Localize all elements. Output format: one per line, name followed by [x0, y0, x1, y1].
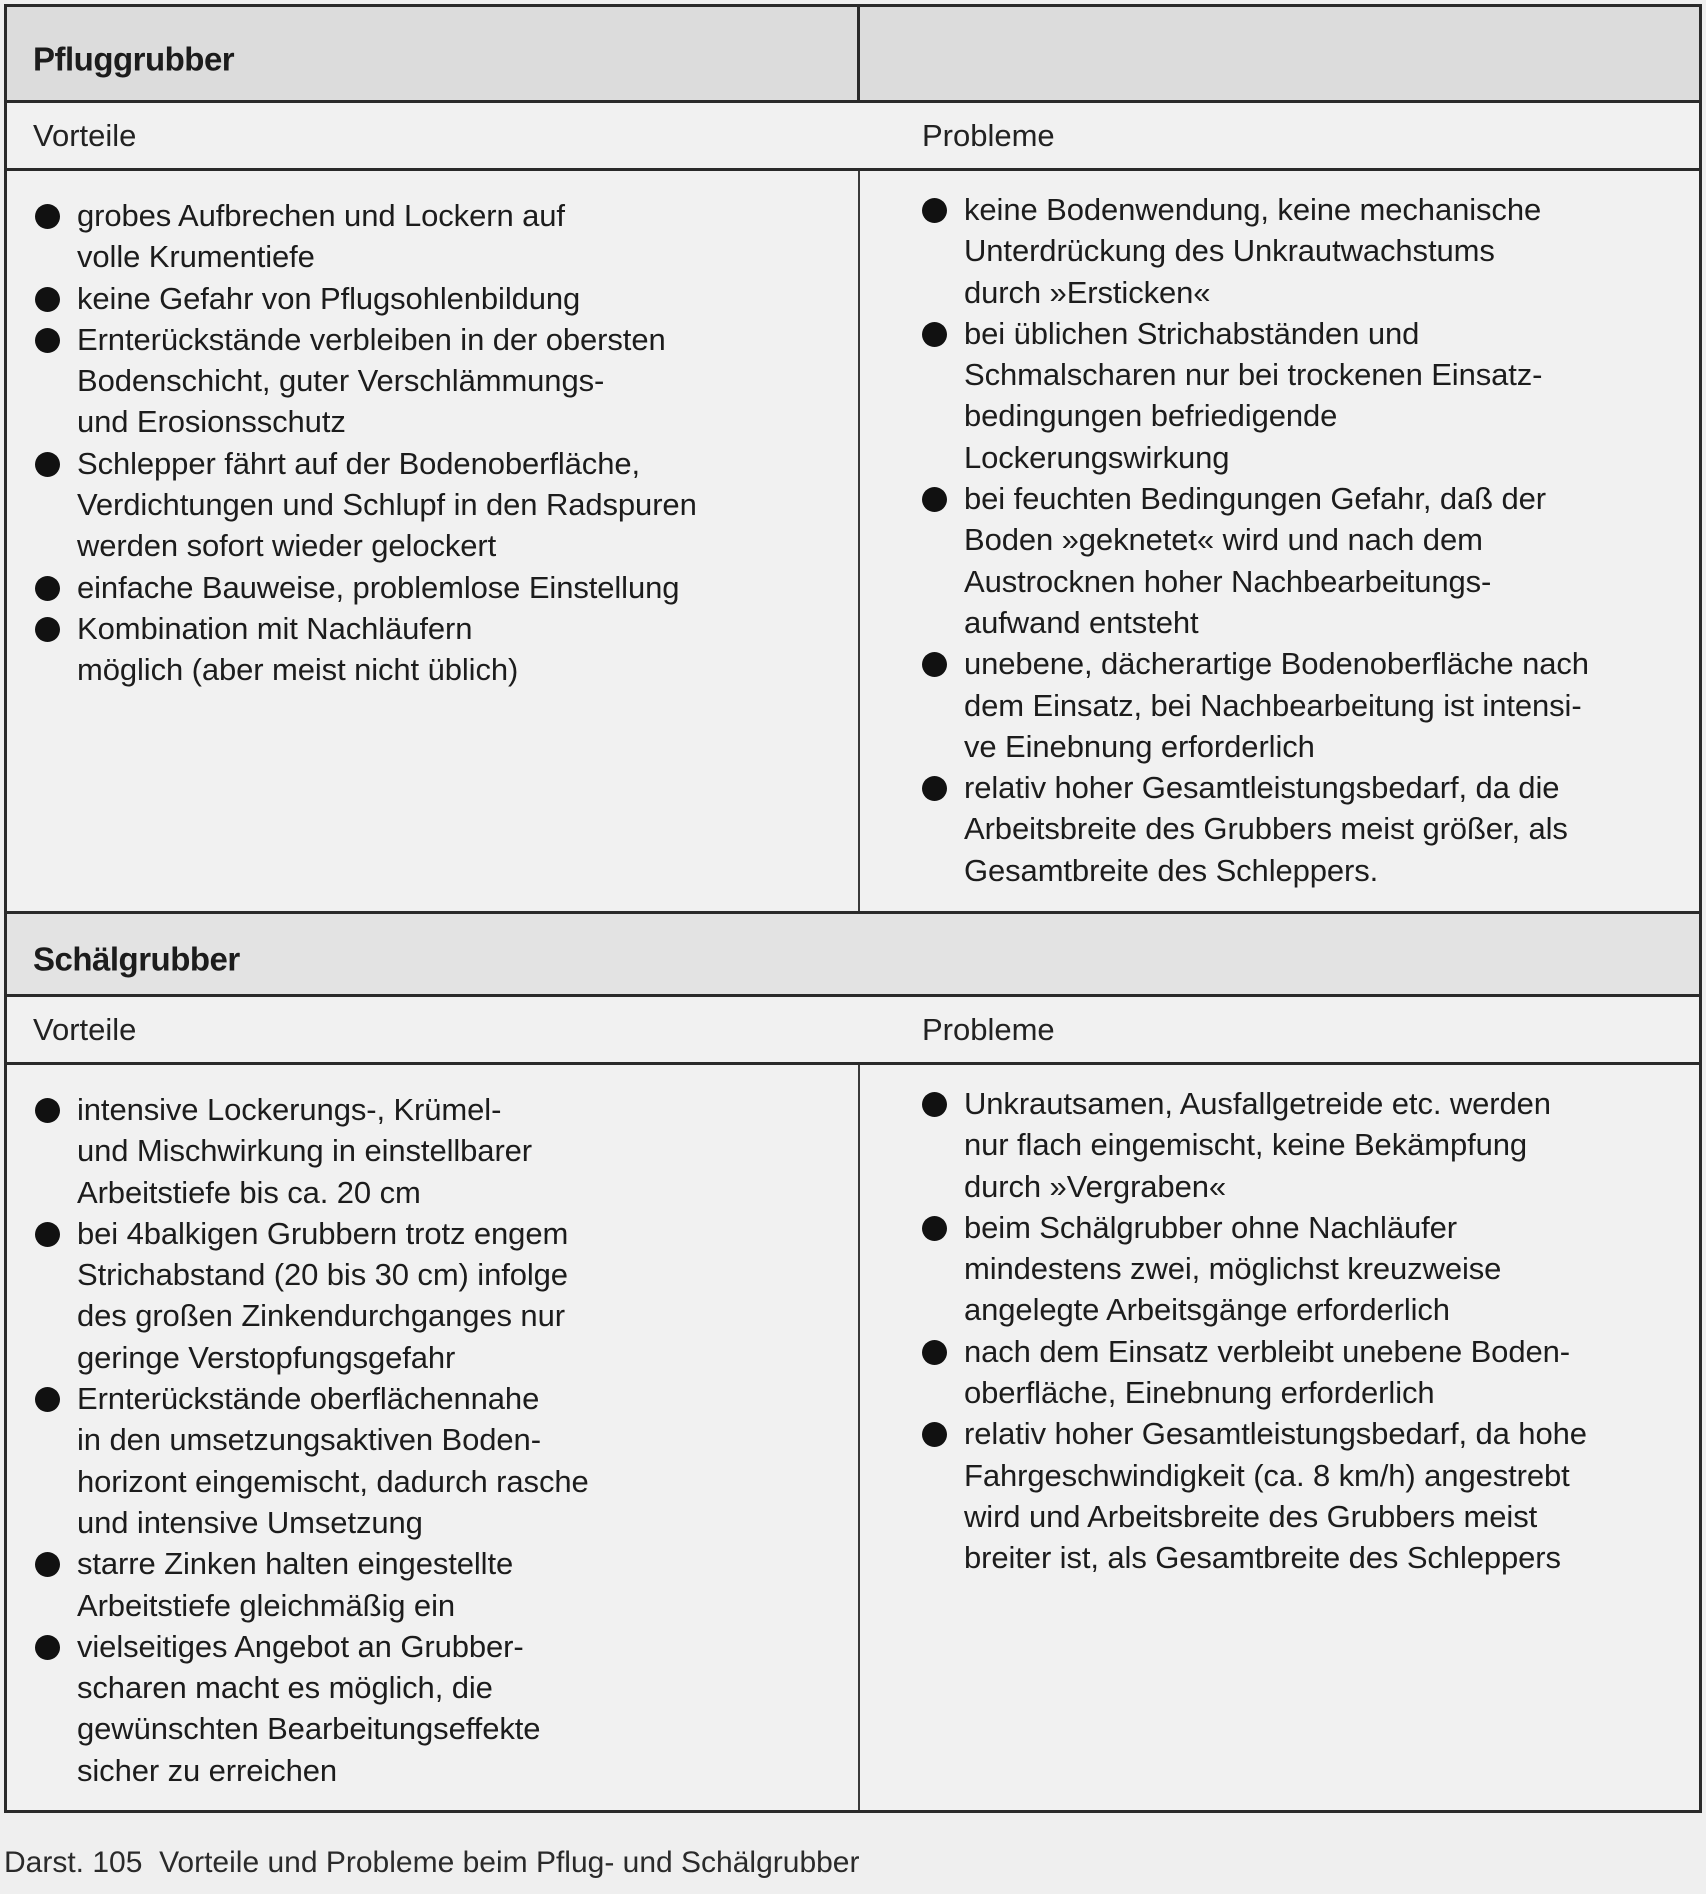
list-item-text: unebene, dächerartige Bodenoberfläche nach dem Einsatz, bei Nachbearbeitung ist intensi- ve Einebnung erforderlich [964, 646, 1589, 764]
list-item-text: Unkrautsamen, Ausfallgetreide etc. werden nur flach eingemischt, keine Bekämpfung durch »Vergraben« [964, 1086, 1551, 1204]
advantages-cell [7, 1065, 860, 1810]
list-item [922, 1083, 1699, 1207]
section-title: Pfluggrubber [33, 39, 235, 77]
list-item-text: keine Gefahr von Pflugsohlenbildung [77, 280, 581, 316]
list-item [35, 319, 858, 443]
list-item [922, 1207, 1699, 1331]
bullet-icon [35, 204, 60, 229]
bullet-icon [922, 1340, 947, 1365]
bullet-icon [922, 198, 947, 223]
bullet-icon [922, 776, 947, 801]
problems-list [922, 1083, 1699, 1579]
problems-list [922, 189, 1699, 891]
list-item-text: relativ hoher Gesamtleistungsbedarf, da die Arbeitsbreite des Grubbers meist größer, als Gesamtbreite des Schleppers. [964, 770, 1568, 888]
list-item-text: vielseitiges Angebot an Grubber- scharen macht es möglich, die gewünschten Bearbeitungseffekte sicher zu erreichen [77, 1628, 541, 1788]
list-item [922, 1331, 1699, 1414]
list-item [922, 189, 1699, 313]
list-item-text: beim Schälgrubber ohne Nachläufer mindestens zwei, möglichst kreuzweise angelegte Arbeitsgänge erforderlich [964, 1209, 1502, 1328]
advantages-cell [7, 171, 860, 911]
list-item [35, 608, 858, 691]
bullet-icon [35, 287, 60, 312]
bullet-icon [922, 652, 947, 677]
list-item [35, 567, 858, 608]
bullet-icon [922, 1216, 947, 1241]
list-item [922, 1413, 1699, 1578]
column-divider [857, 7, 860, 100]
section-header-pfluggrubber [7, 7, 1699, 103]
problems-header: Probleme [922, 1011, 1055, 1047]
advantages-header: Vorteile [33, 1011, 137, 1047]
bullet-icon [922, 1092, 947, 1117]
section-header-schaelgrubber [7, 911, 1699, 997]
list-item-text: Schlepper fährt auf der Bodenoberfläche, Verdichtungen und Schlupf in den Radspuren werden sofort wieder gelockert [77, 445, 697, 564]
bullet-icon [35, 1635, 60, 1660]
list-item-text: grobes Aufbrechen und Lockern auf volle Krumentiefe [77, 198, 565, 275]
list-item-text: nach dem Einsatz verbleibt unebene Boden- oberfläche, Einebnung erforderlich [964, 1333, 1570, 1411]
bullet-icon [35, 617, 60, 642]
list-item-text: relativ hoher Gesamtleistungsbedarf, da hohe Fahrgeschwindigkeit (ca. 8 km/h) angestrebt wird und Arbeitsbreite des Grubbers meist breiter ist, als Gesamtbreite des Schleppers [964, 1416, 1587, 1576]
list-item [35, 1378, 858, 1543]
bullet-icon [35, 576, 60, 601]
bullet-icon [35, 1098, 60, 1123]
list-item [35, 195, 858, 278]
section-body [7, 1065, 1699, 1810]
list-item [35, 1626, 858, 1791]
bullet-icon [35, 1387, 60, 1412]
bullet-icon [922, 322, 947, 347]
list-item [35, 1213, 858, 1378]
problems-cell [860, 171, 1699, 911]
list-item-text: keine Bodenwendung, keine mechanische Unterdrückung des Unkrautwachstums durch »Ersticken« [964, 192, 1542, 310]
list-item [35, 278, 858, 319]
column-headers [7, 997, 1699, 1065]
list-item [35, 1543, 858, 1626]
section-body [7, 171, 1699, 911]
list-item [35, 1089, 858, 1213]
list-item [35, 443, 858, 567]
figure-caption: Darst. 105 Vorteile und Probleme beim Pflug- und Schälgrubber [4, 1846, 860, 1879]
column-headers [7, 103, 1699, 171]
list-item-text: Kombination mit Nachläufern möglich (aber meist nicht üblich) [77, 610, 519, 688]
advantages-header: Vorteile [33, 117, 137, 153]
list-item [922, 767, 1699, 891]
problems-cell [860, 1065, 1699, 1810]
list-item [922, 478, 1699, 643]
bullet-icon [35, 328, 60, 353]
section-title: Schälgrubber [33, 940, 240, 978]
bullet-icon [35, 1552, 60, 1577]
list-item-text: Ernterückstände oberflächennahe in den umsetzungsaktiven Boden- horizont eingemischt, dadurch rasche und intensive Umsetzung [77, 1381, 589, 1540]
list-item-text: intensive Lockerungs-, Krümel- und Mischwirkung in einstellbarer Arbeitstiefe bis ca. 20 cm [77, 1092, 533, 1210]
bullet-icon [922, 1422, 947, 1447]
bullet-icon [922, 487, 947, 512]
advantages-list [35, 195, 858, 691]
problems-header: Probleme [922, 117, 1055, 153]
list-item-text: einfache Bauweise, problemlose Einstellung [77, 569, 680, 605]
list-item-text: bei feuchten Bedingungen Gefahr, daß der Boden »geknetet« wird und nach dem Austrocknen hoher Nachbearbeitungs- aufwand entsteht [964, 481, 1546, 640]
list-item-text: bei 4balkigen Grubbern trotz engem Strichabstand (20 bis 30 cm) infolge des großen Zinkendurchganges nur geringe Verstopfungsgefahr [77, 1215, 569, 1375]
bullet-icon [35, 452, 60, 477]
comparison-table [4, 4, 1702, 1813]
list-item-text: Ernterückstände verbleiben in der obersten Bodenschicht, guter Verschlämmungs- und Erosionsschutz [77, 321, 666, 440]
list-item [922, 643, 1699, 767]
advantages-list [35, 1089, 858, 1791]
bullet-icon [35, 1222, 60, 1247]
list-item [922, 313, 1699, 478]
list-item-text: bei üblichen Strichabständen und Schmalscharen nur bei trockenen Einsatz- bedingungen befriedigende Lockerungswirkung [964, 315, 1543, 475]
list-item-text: starre Zinken halten eingestellte Arbeitstiefe gleichmäßig ein [77, 1546, 514, 1623]
